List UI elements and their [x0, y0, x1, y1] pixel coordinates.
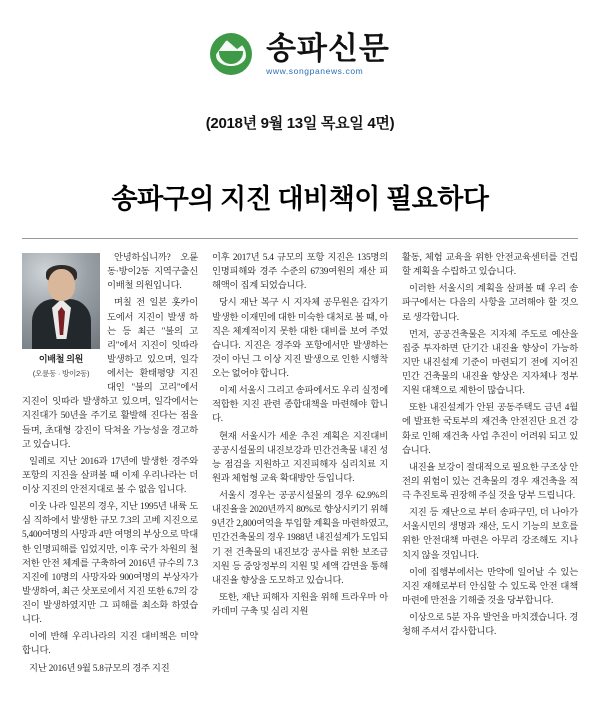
- article-body: [22, 251, 578, 679]
- masthead-title: 송파신문: [266, 30, 390, 66]
- paragraph: 먼저, 공공건축물은 지자체 주도로 예산을 집중 투자하면 단기간 내진율 향상이 가능하지만 내진설계 기준이 마련되기 전에 지어진 민간 건축물의 내진율 향상은 지자체나 정부지원 대책으로 제한이 많습니다.: [402, 329, 578, 397]
- article-column-2: [212, 251, 388, 679]
- masthead: [22, 0, 578, 82]
- paragraph: 또한 내진설계가 안된 공동주택도 금년 4월에 발표한 국토부의 재건축 안전진단 요건 강화로 인해 재건축 사업 추진이 어려워 되고 있습니다.: [402, 403, 578, 456]
- paragraph: 이웃 나라 일본의 경우, 지난 1995년 내륙 도심 직하에서 발생한 규모 7.3의 고베 지진으로 5,400여명의 사망과 4만 여명의 부상으로 막대한 인명피해를 입었지만, 이후 국가 차원의 철저한 안전 체계를 구축하여 2016년 규수의 7.3 지진에 10명의 사망자와 900여명의 부상자가 발생하여, 최근 삿포로에서 지진 또한 6.7의 강진이 발생하였지만 그 피해를 최소화 하였습니다.: [22, 502, 198, 626]
- byline-name: 이배철 의원: [38, 354, 84, 364]
- article-column-3: [402, 251, 578, 679]
- headline-divider: [22, 238, 578, 239]
- paragraph: 안녕하십니까? 오륜동·방이2동 지역구출신 이배철 의원입니다.: [107, 253, 198, 292]
- paragraph: 이에 집행부에서는 만약에 일어날 수 있는 지진 재해로부터 안심할 수 있도록 안전 대책 마련에 만전을 기해줄 것을 당부합니다.: [402, 567, 578, 606]
- avatar: [22, 253, 100, 349]
- byline-photo-block: [22, 253, 100, 379]
- paragraph: 이러한 서울시의 계획을 살펴볼 때 우리 송파구에서는 다음의 사항을 고려해야 할 것으로 생각합니다.: [402, 284, 578, 323]
- paragraph: 일례로 지난 2016과 17년에 발생한 경주와 포항의 지진을 살펴볼 때 이제 우리나라는 더 이상 지진의 안전지대로 볼 수 없음 입니다.: [22, 456, 198, 495]
- masthead-text: [266, 30, 390, 76]
- paragraph: 활동, 체험 교육을 위한 안전교육센터를 건립할 계획을 수립하고 있습니다.: [402, 253, 578, 278]
- paragraph: 이제 서울시 그리고 송파에서도 우리 실정에 적합한 지진 관련 종합대책을 마련해야 합니다.: [212, 386, 388, 425]
- paragraph: 이후 2017년 5.4 규모의 포항 지진은 135명의 인명피해와 경주 수준의 6739여원의 재산 피해액이 집계 되었습니다.: [212, 253, 388, 292]
- paragraph: 이에 반해 우리나라의 지진 대비책은 미약 합니다.: [22, 632, 198, 657]
- paragraph: 며칠 전 일본 홋카이도에서 지진이 발생 하는 등 최근 "불의 고리"에서 지진이 잇따라 발생하고 있으며, 일각에서는 환태평양 지진대인 "불의 고리"에서 지진이 잇따라 발생하고 있으며, 일각에서는 지진대가 50년을 주기로 활발해 진다는 점을 들며, 초대형 강진이 닥쳐올 가능성을 경고하고 있습니다.: [22, 298, 198, 450]
- dateline: (2018년 9월 13일 목요일 4면): [205, 115, 395, 132]
- paragraph: 또한, 재난 피해자 지원을 위해 트라우마 아카데미 구축 및 심리 지원: [212, 592, 388, 617]
- page-title: 송파구의 지진 대비책이 필요하다: [111, 184, 489, 214]
- songpa-news-logo-icon: [210, 31, 256, 77]
- article-column-1: [22, 251, 198, 679]
- paragraph: 지진 등 재난으로 부터 송파구민, 더 나아가 서울시민의 생명과 재산, 도시 기능의 보호를 위한 안전대책 마련은 아무리 강조해도 지나치지 않을 것입니다.: [402, 508, 578, 561]
- paragraph: 현재 서울시가 세운 추진 계획은 지진대비 공공시설물의 내진보강과 민간건축물 내진 성능 점검을 지원하고 지진피해자 심리치료 지원과 체험형 교육 확대방안 등입니다.: [212, 431, 388, 484]
- paragraph: 지난 2016년 9월 5.8규모의 경주 지진: [29, 663, 170, 674]
- paragraph: 이상으로 5분 자유 발언을 마치겠습니다. 경청해 주셔서 감사합니다.: [402, 613, 578, 638]
- paragraph: 내진율 보강이 절대적으로 필요한 구조상 안전의 위험이 있는 건축물의 경우 재건축을 적극 추진토록 권장해 주실 것을 당부 드립니다.: [402, 462, 578, 501]
- byline-district: (오륜동 · 방이2동): [32, 368, 90, 378]
- paragraph: 서울시 경우는 공공시설물의 경우 62.9%의 내진율을 2020년까지 80%로 향상시키기 위해 9년간 2,800여억을 투입할 계획을 마련하였고, 민간건축물의 경우 1988년 내진설계가 도입되기 전 건축물의 내진보강 공사를 위한 보조금 지원 등 중앙정부의 지원 및 세액 감면을 통해 내진율 향상을 도모하고 있습니다.: [212, 491, 388, 586]
- paragraph: 당시 재난 복구 시 지자체 공무원은 갑자기 발생한 이재민에 대한 미숙한 대처로 볼 때, 아직은 체계적이지 못한 대한 대비를 보여 주었습니다. 지진은 경주와 포항에서만 발생하는 것이 아닌 그 이상 지진 발생으로 인한 시행착오는 없어야 합니다.: [212, 298, 388, 379]
- masthead-url: www.songpanews.com: [266, 65, 364, 76]
